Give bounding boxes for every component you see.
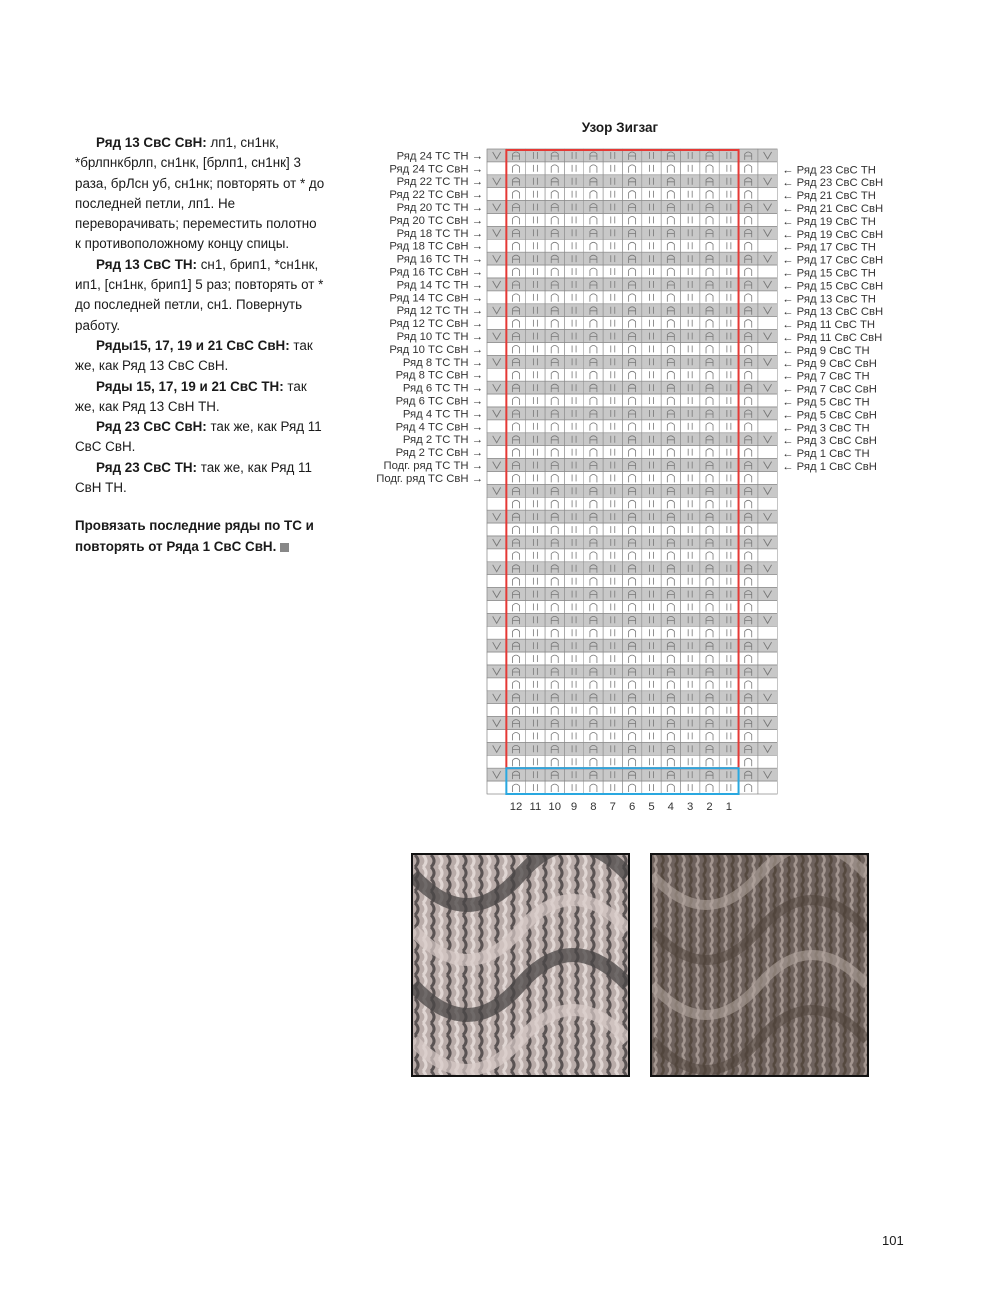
stitch-number: 4: [667, 801, 674, 813]
chart-row: [487, 343, 777, 356]
stitch-number: 12: [509, 801, 523, 813]
chart-row: [487, 265, 777, 278]
left-row-label: Ряд 12 ТС ТН →: [396, 305, 483, 318]
knit-swatch-photo-contrast: [411, 853, 630, 1077]
right-row-label: ← Ряд 5 СвС ТН: [782, 396, 870, 409]
chart-row: [487, 626, 777, 639]
chart-row: [487, 175, 777, 188]
chart-row: [487, 381, 777, 394]
chart-row: [487, 446, 777, 459]
chart-row: [487, 459, 777, 472]
chart-row: [487, 691, 777, 704]
right-row-label: ← Ряд 17 СвС ТН: [782, 241, 876, 254]
left-row-label: Ряд 20 ТС ТН →: [396, 202, 483, 214]
instruction-row13-ws-ts: Ряд 13 СвС ТН: сн1, брип1, *сн1нк, ип1, [сн1нк, брип1] 5 раз; повторять от * до последней петли, сн1. Повернуть работу.: [75, 256, 324, 333]
right-row-label: ← Ряд 5 СвС СвН: [782, 409, 877, 422]
right-row-label: ← Ряд 21 СвС ТН: [782, 190, 876, 203]
stitch-number: 9: [570, 801, 578, 813]
right-row-label: ← Ряд 17 СвС СвН: [782, 254, 884, 267]
chart-title: Узор Зигзаг: [581, 120, 659, 135]
stitch-number: 2: [706, 801, 713, 813]
chart-row: [487, 639, 777, 652]
left-row-label: Ряд 16 ТС ТН →: [396, 253, 483, 266]
chart-row: [487, 613, 777, 626]
left-row-label: Ряд 6 ТС ТН →: [402, 382, 483, 395]
left-row-label: Подг. ряд ТС СвН →: [376, 472, 483, 485]
left-row-label: Ряд 22 ТС СвН →: [389, 189, 483, 202]
chart-row: [487, 549, 777, 562]
stitch-number: 8: [590, 801, 597, 813]
stitch-number: 3: [687, 801, 694, 813]
left-row-label: Ряд 22 ТС ТН →: [396, 176, 483, 189]
chart-row: [487, 510, 777, 523]
right-row-label: ← Ряд 23 СвС ТН: [782, 164, 876, 177]
chart-row: [487, 523, 777, 536]
chart-row: [487, 575, 777, 588]
right-row-label: ← Ряд 13 СвС ТН: [782, 293, 876, 306]
instruction-row13-ws-rs: Ряд 13 СвС СвН: лп1, сн1нк, *брлпнкбрлп, сн1нк, [брлп1, сн1нк] 3 раза, брЛсн уб, сн1нк; повторять от * до последней петли, лп1. Не переворачивать; переместить полотно к противоположному концу спицы.: [75, 135, 325, 252]
chart-row: [487, 588, 777, 601]
chart-row: [487, 755, 777, 768]
chart-row: [487, 278, 777, 291]
chart-row: [487, 239, 777, 252]
left-row-label: Ряд 2 ТС ТН →: [402, 434, 483, 447]
chart-row: [487, 420, 777, 433]
left-row-label: Ряд 14 ТС ТН →: [396, 279, 483, 292]
right-row-label: ← Ряд 15 СвС ТН: [782, 267, 876, 280]
right-row-label: ← Ряд 1 СвС ТН: [782, 448, 870, 461]
chart-row: [487, 652, 777, 665]
chart-row: [487, 768, 777, 781]
left-row-label: Ряд 8 ТС ТН →: [402, 356, 483, 369]
left-row-label: Ряд 12 ТС СвН →: [389, 318, 483, 331]
chart-row: [487, 201, 777, 214]
stitch-number: 6: [628, 801, 636, 813]
right-row-label: ← Ряд 7 СвС ТН: [782, 370, 870, 383]
chart-row: [487, 394, 777, 407]
chart-row: [487, 717, 777, 730]
chart-row: [487, 226, 777, 239]
chart-row: [487, 214, 777, 227]
right-row-label: ← Ряд 7 СвС СвН: [782, 383, 877, 396]
instruction-row23-ts: Ряд 23 СвС ТН: так же, как Ряд 11 СвН ТН.: [75, 459, 312, 496]
stitch-number: 10: [548, 801, 562, 813]
chart-row: [487, 678, 777, 691]
stitch-number: 1: [725, 801, 733, 813]
chart-row: [487, 704, 777, 717]
left-row-label: Ряд 20 ТС СвН →: [389, 214, 483, 227]
right-row-label: ← Ряд 19 СвС СвН: [782, 228, 884, 241]
right-row-label: ← Ряд 15 СвС СвН: [782, 280, 884, 293]
right-row-label: ← Ряд 3 СвС ТН: [782, 422, 870, 435]
right-row-label: ← Ряд 1 СвС СвН: [782, 461, 877, 473]
instruction-row23-rs: Ряд 23 СвС СвН: так же, как Ряд 11 СвС СвН.: [75, 419, 322, 455]
chart-row: [487, 781, 777, 794]
right-row-label: ← Ряд 9 СвС ТН: [782, 344, 870, 357]
right-row-label: ← Ряд 19 СвС ТН: [782, 215, 876, 228]
chart-row: [487, 291, 777, 304]
chart-row: [487, 330, 777, 343]
left-row-label: Ряд 6 ТС СвН →: [395, 395, 483, 408]
left-row-label: Ряд 8 ТС СвН →: [395, 369, 483, 382]
left-row-label: Ряд 4 ТС ТН →: [402, 408, 483, 421]
left-row-label: Ряд 24 ТС СвН →: [389, 163, 483, 176]
chart-row: [487, 601, 777, 614]
chart-row: [487, 742, 777, 755]
chart-row: [487, 162, 777, 175]
chart-row: [487, 407, 777, 420]
chart-row: [487, 317, 777, 330]
chart-row: [487, 188, 777, 201]
chart-row: [487, 368, 777, 381]
left-row-label: Ряд 2 ТС СвН →: [395, 447, 483, 460]
right-row-label: ← Ряд 13 СвС СвН: [782, 306, 884, 319]
stitch-number: 11: [529, 801, 542, 813]
left-row-label: Подг. ряд ТС ТН →: [383, 460, 483, 472]
chart-row: [487, 472, 777, 485]
left-row-label: Ряд 4 ТС СвН →: [395, 421, 483, 434]
right-row-label: ← Ряд 21 СвС СвН: [782, 203, 884, 215]
left-row-label: Ряд 24 ТС ТН →: [396, 150, 483, 163]
chart-row: [487, 252, 777, 265]
left-row-label: Ряд 18 ТС СвН →: [389, 240, 483, 253]
left-row-label: Ряд 10 ТС СвН →: [389, 343, 483, 356]
chart-row: [487, 355, 777, 368]
stitch-number: 5: [648, 801, 655, 813]
stitch-number: 7: [609, 801, 616, 813]
chart-row: [487, 304, 777, 317]
left-row-label: Ряд 18 ТС ТН →: [396, 227, 483, 240]
left-row-label: Ряд 14 ТС СвН →: [389, 292, 483, 305]
chart-row: [487, 730, 777, 743]
right-row-label: ← Ряд 11 СвС СвН: [782, 332, 883, 344]
left-row-label: Ряд 10 ТС ТН →: [396, 331, 483, 343]
right-row-label: ← Ряд 11 СвС ТН: [782, 319, 876, 332]
chart-row: [487, 497, 777, 510]
chart-row: [487, 536, 777, 549]
chart-row: [487, 433, 777, 446]
instruction-rows15-21-rs: Ряды15, 17, 19 и 21 СвС СвН: так же, как Ряд 13 СвС СвН.: [75, 337, 313, 374]
right-row-label: ← Ряд 3 СвС СвН: [782, 435, 877, 448]
left-row-label: Ряд 16 ТС СвН →: [389, 266, 483, 279]
page-number: 101: [882, 1233, 904, 1248]
knit-swatch-photo-tonal: [650, 853, 869, 1077]
chart-row: [487, 665, 777, 678]
right-row-label: ← Ряд 23 СвС СвН: [782, 177, 884, 190]
final-note: Провязать последние ряды по ТС и повторять от Ряда 1 СвС СвН.: [75, 518, 314, 554]
chart-row: [487, 484, 777, 497]
chart-row: [487, 562, 777, 575]
instruction-rows15-21-ts: Ряды 15, 17, 19 и 21 СвС ТН: так же, как Ряд 13 СвН ТН.: [75, 378, 307, 414]
right-row-label: ← Ряд 9 СвС СвН: [782, 357, 877, 370]
